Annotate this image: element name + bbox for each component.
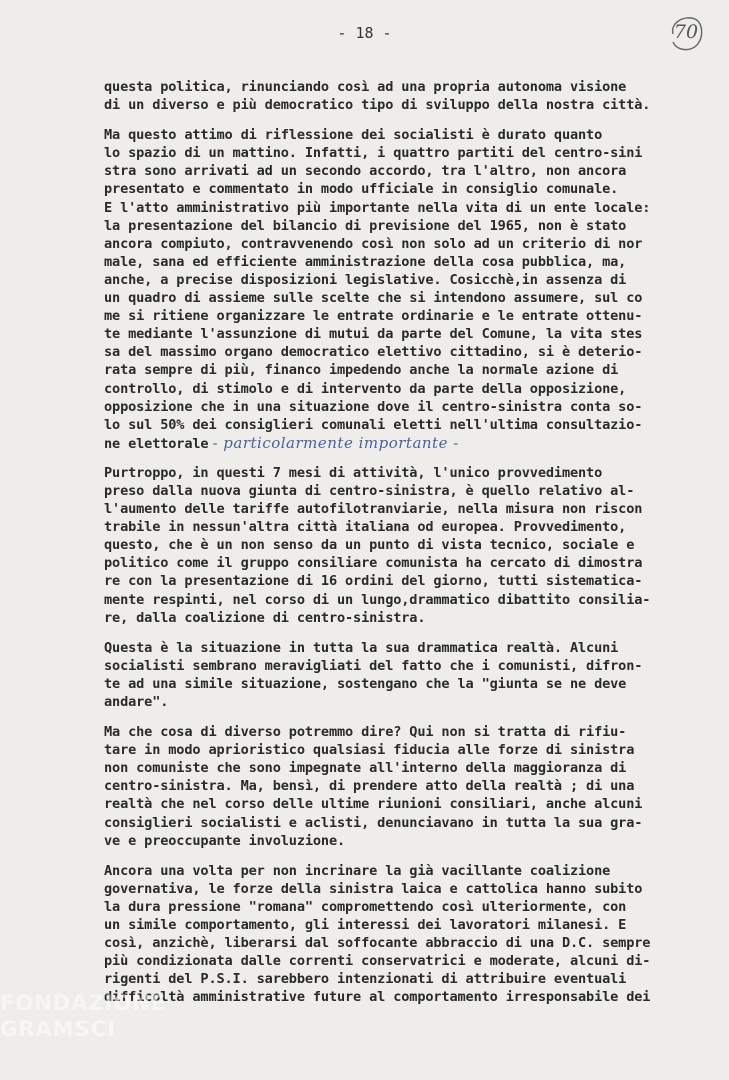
page-number: - 18 - (337, 24, 392, 42)
text-line: Ancora una volta per non incrinare la già vacillante coalizione (104, 862, 611, 879)
text-line: politico come il gruppo consiliare comunista ha cercato di dimostra (104, 555, 643, 572)
text-line: Questa è la situazione in tutta la sua drammatica realtà. Alcuni (104, 639, 619, 656)
text-line: realtà che nel corso delle ultime riunioni consiliari, anche alcuni (104, 796, 643, 813)
text-line: così, anzichè, liberarsi dal soffocante abbraccio di una D.C. sempre (104, 935, 651, 952)
paragraph (104, 723, 684, 850)
paragraph (104, 639, 684, 711)
document-body (104, 78, 684, 1019)
folio-stamp (665, 12, 707, 54)
text-line: lo sul 50% dei consiglieri comunali eletti nell'ultima consultazio- (104, 416, 643, 433)
text-line: governativa, le forze della sinistra laica e cattolica hanno subito (104, 880, 643, 897)
text-line: sa del massimo organo democratico elettivo cittadino, si è deterio- (104, 344, 643, 361)
text-line: me si ritiene organizzare le entrate ordinarie e le entrate ottenu- (104, 308, 643, 325)
archive-watermark (0, 990, 190, 1080)
text-line: male, sana ed efficiente amministrazione della cosa pubblica, ma, (104, 253, 627, 270)
text-line: tare in modo aprioristico qualsiasi fiducia alle forze di sinistra (104, 742, 635, 759)
text-line: rigenti del P.S.I. sarebbero intenzionati di attribuire eventuali (104, 971, 627, 988)
text-line: un quadro di assieme sulle scelte che si intendono assumere, sul co (104, 290, 643, 307)
text-line: la dura pressione "romana" compromettendo così ulteriormente, con (104, 898, 627, 915)
text-line: la presentazione del bilancio di previsione del 1965, non è stato (104, 217, 627, 234)
paragraph (104, 464, 684, 627)
text-line: questa politica, rinunciando così ad una propria autonoma visione (104, 79, 627, 95)
text-line: consiglieri socialisti e aclisti, denunciavano in tutta la sua gra- (104, 814, 643, 831)
text-line: trabile in nessun'altra città italiana od europea. Provvedimento, (104, 519, 627, 536)
text-line: difficoltà amministrative future al comportamento irresponsabile dei (104, 989, 651, 1006)
text-line: controllo, di stimolo e di intervento da parte della opposizione, (104, 380, 627, 397)
text-line: E l'atto amministrativo più importante nella vita di un ente locale: (104, 199, 651, 216)
text-line: te ad una simile situazione, sostengano che la "giunta se ne deve (104, 675, 627, 692)
text-line: un simile comportamento, gli interessi dei lavoratori milanesi. E (104, 917, 627, 934)
text-line: presentato e commentato in modo ufficiale in consiglio comunale. (104, 181, 619, 198)
text-line-with-note (104, 434, 684, 452)
text-line-end: ne elettorale (104, 435, 209, 452)
text-line: re con la presentazione di 16 ordini del giorno, tutti sistematica- (104, 573, 643, 590)
text-line: stra sono arrivati ad un secondo accordo, tra l'altro, non ancora (104, 163, 627, 180)
watermark-line: GRAMSCI (0, 1017, 116, 1041)
text-line: socialisti sembrano meravigliati del fatto che i comunisti, difron- (104, 657, 643, 674)
text-line: re, dalla coalizione di centro-sinistra. (104, 609, 426, 626)
text-line: Purtroppo, in questi 7 mesi di attività, l'unico provvedimento (104, 464, 603, 481)
watermark-line: FONDAZIONE (0, 991, 167, 1015)
text-line: te mediante l'assunzione di mutui da parte del Comune, la vita stes (104, 326, 643, 343)
paragraph (104, 78, 684, 114)
text-line: anche, a precise disposizioni legislative. Cosicchè,in assenza di (104, 271, 627, 288)
text-line: più condizionata dalle correnti conservatrici e moderate, alcuni di- (104, 953, 651, 970)
handwritten-annotation: - particolarmente importante - (212, 433, 459, 452)
paragraph (104, 126, 684, 452)
text-line: l'aumento delle tariffe autofilotranviarie, nella misura non riscon (104, 501, 643, 518)
folio-number: 70 (673, 21, 699, 43)
text-line: centro-sinistra. Ma, bensì, di prendere atto della realtà ; di una (104, 778, 635, 795)
text-line: non comuniste che sono impegnate all'interno della maggioranza di (104, 760, 627, 777)
text-line: questo, che è un non senso da un punto di vista tecnico, sociale e (104, 537, 635, 554)
text-line: Ma questo attimo di riflessione dei socialisti è durato quanto (104, 127, 603, 144)
text-line: Ma che cosa di diverso potremmo dire? Qui non si tratta di rifiu- (104, 724, 627, 741)
text-line: ve e preoccupante involuzione. (104, 832, 346, 849)
text-line: rata sempre di più, financo impedendo anche la normale azione di (104, 362, 619, 379)
text-line: lo spazio di un mattino. Infatti, i quattro partiti del centro-sini (104, 145, 643, 162)
text-line: di un diverso e più democratico tipo di sviluppo della nostra città. (104, 97, 651, 114)
paragraph (104, 862, 684, 1007)
text-line: ancora compiuto, contravvenendo così non solo ad un criterio di nor (104, 235, 643, 252)
text-line: opposizione che in una situazione dove il centro-sinistra conta so- (104, 398, 643, 415)
text-line: andare". (104, 694, 169, 710)
text-line: mente respinti, nel corso di un lungo,drammatico dibattito consilia- (104, 591, 651, 608)
text-line: preso dalla nuova giunta di centro-sinistra, è quello relativo al- (104, 482, 635, 499)
